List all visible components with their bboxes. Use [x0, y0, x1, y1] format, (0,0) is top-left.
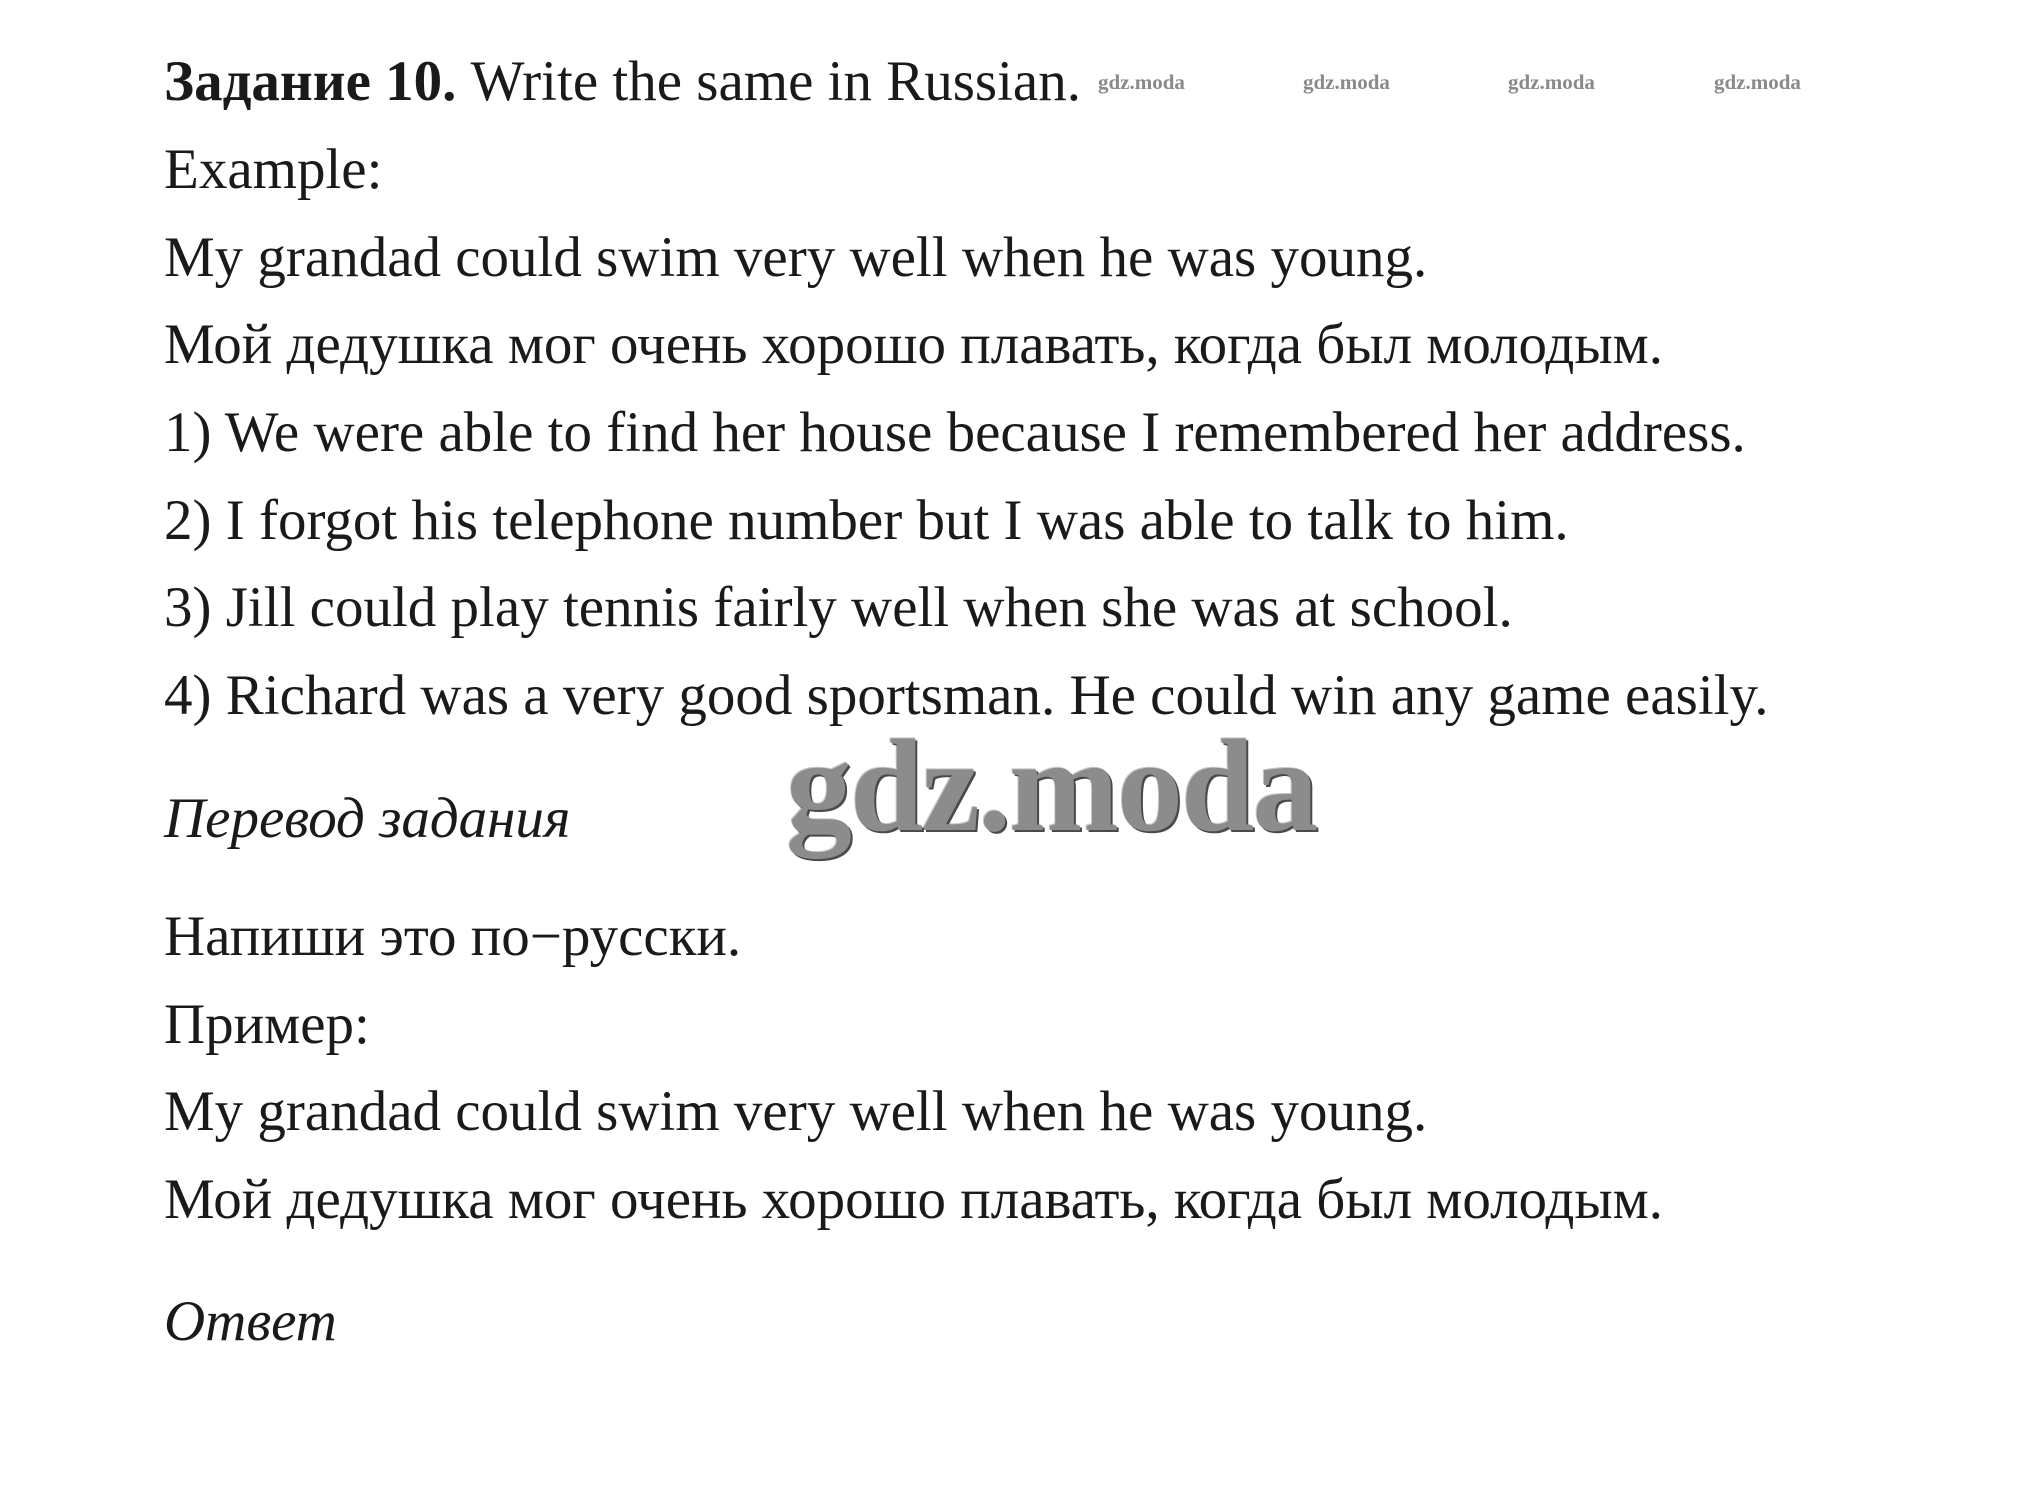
task-number: Задание 10.: [164, 50, 457, 113]
example-russian: Мой дедушка мог очень хорошо плавать, когда был молодым.: [164, 313, 1664, 376]
task-item: 4) Richard was a very good sportsman. He could win any game easily.: [164, 664, 1769, 727]
example-english: My grandad could swim very well when he was young.: [164, 226, 1428, 289]
translation-example-english: My grandad could swim very well when he was young.: [164, 1080, 1428, 1143]
task-item: 1) We were able to find her house because I remembered her address.: [164, 401, 1746, 464]
example-label: Example:: [164, 138, 383, 201]
task-instruction: Write the same in Russian.: [470, 50, 1081, 113]
task-title: [164, 48, 1081, 116]
translation-example-label: Пример:: [164, 993, 370, 1056]
watermark-large: gdz.moda: [786, 712, 1317, 859]
watermark-small: gdz.moda: [1303, 70, 1390, 94]
task-item: 2) I forgot his telephone number but I was able to talk to him.: [164, 489, 1569, 552]
translation-heading: Перевод задания: [164, 787, 571, 850]
watermark-small: gdz.moda: [1098, 70, 1185, 94]
task-item: 3) Jill could play tennis fairly well when she was at school.: [164, 576, 1513, 639]
watermark-small: gdz.moda: [1508, 70, 1595, 94]
translation-instruction: Напиши это по−русски.: [164, 905, 742, 968]
answer-heading: Ответ: [164, 1290, 337, 1353]
translation-example-russian: Мой дедушка мог очень хорошо плавать, когда был молодым.: [164, 1168, 1664, 1231]
watermark-small: gdz.moda: [1714, 70, 1801, 94]
